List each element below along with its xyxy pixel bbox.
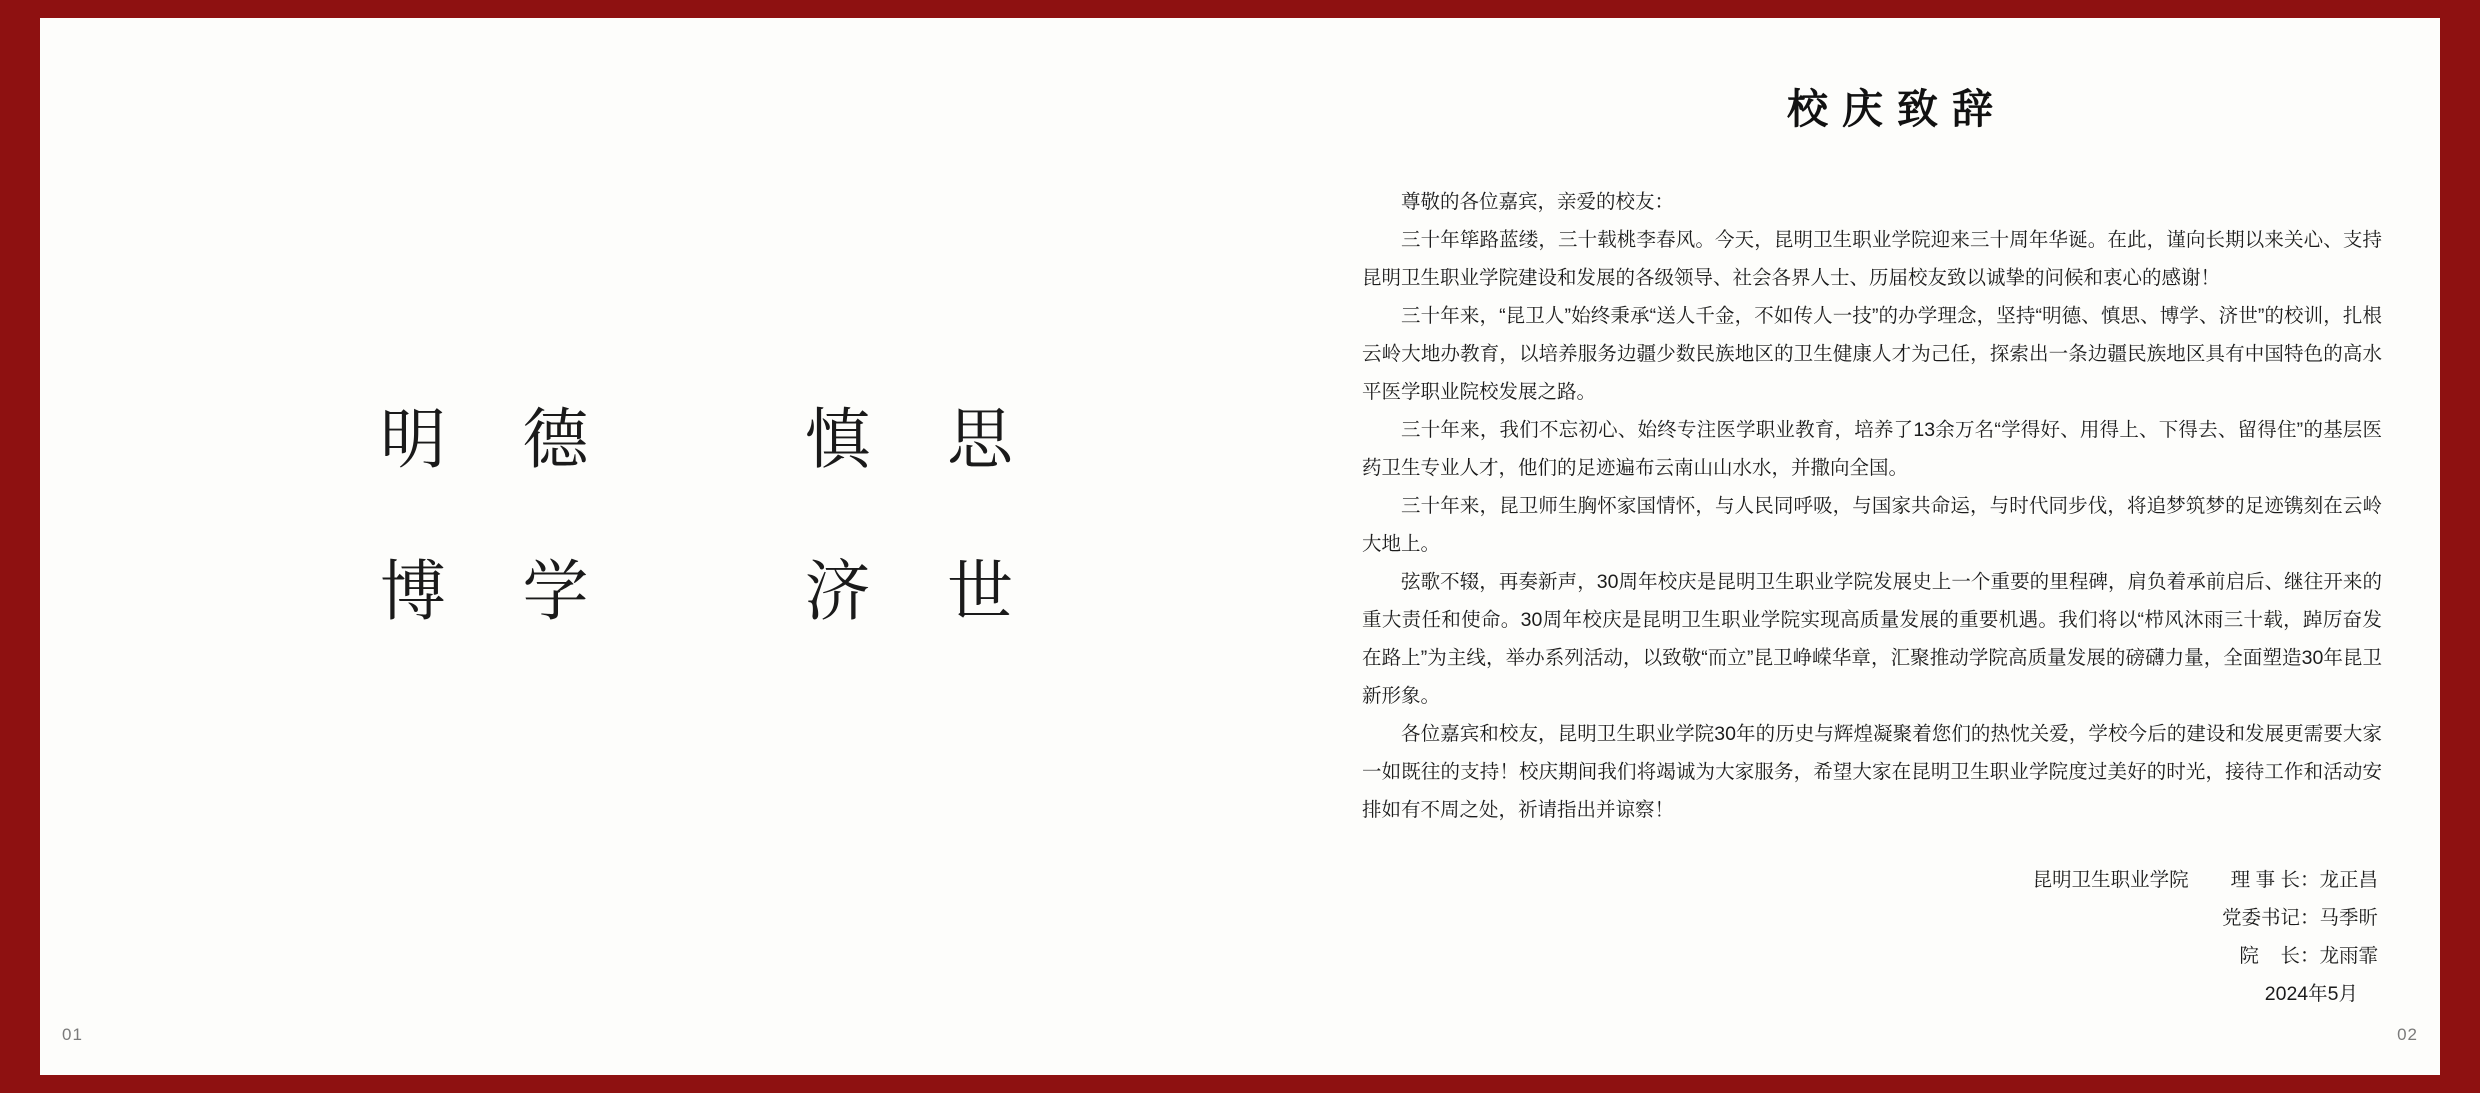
page-sheet xyxy=(40,18,2440,1075)
speech-body xyxy=(1362,183,2382,829)
speech-paragraph: 三十年来，我们不忘初心、始终专注医学职业教育，培养了13余万名“学得好、用得上、下得去、留得住”的基层医药卫生专业人才，他们的足迹遍布云南山山水水，并撒向全国。 xyxy=(1362,419,2382,479)
speech-paragraph: 各位嘉宾和校友，昆明卫生职业学院30年的历史与辉煌凝聚着您们的热忱关爱，学校今后的建设和发展更需要大家一如既往的支持！校庆期间我们将竭诚为大家服务，希望大家在昆明卫生职业学院度过美好的时光，接待工作和活动安排如有不周之处，祈请指出并谅察！ xyxy=(1362,723,2382,821)
speech-paragraph: 三十年筚路蓝缕，三十载桃李春风。今天，昆明卫生职业学院迎来三十周年华诞。在此，谨向长期以来关心、支持昆明卫生职业学院建设和发展的各级领导、社会各界人士、历届校友致以诚挚的问候和衷心的感谢！ xyxy=(1362,229,2382,289)
speech-paragraph: 尊敬的各位嘉宾，亲爱的校友： xyxy=(1401,191,1675,213)
speech-paragraph: 弦歌不辍，再奏新声，30周年校庆是昆明卫生职业学院发展史上一个重要的里程碑，肩负着承前启后、继往开来的重大责任和使命。30周年校庆是昆明卫生职业学院实现高质量发展的重要机遇。我们将以“栉风沐雨三十载，踔厉奋发在路上”为主线，举办系列活动，以致敬“而立”昆卫峥嵘华章，汇聚推动学院高质量发展的磅礴力量，全面塑造30年昆卫新形象。 xyxy=(1362,571,2382,707)
signature-block xyxy=(1958,861,2378,1013)
right-page xyxy=(1340,18,2440,1075)
left-page xyxy=(40,18,1340,1075)
signature-date: 2024年5月 xyxy=(2264,983,2358,1005)
signature-role-president: 院 长：龙雨霏 xyxy=(2239,945,2378,967)
signature-row xyxy=(1958,937,2378,975)
speech-paragraph: 三十年来，昆卫师生胸怀家国情怀，与人民同呼吸，与国家共命运，与时代同步伐，将追梦筑梦的足迹镌刻在云岭大地上。 xyxy=(1362,495,2382,555)
signature-organization: 昆明卫生职业学院 xyxy=(2032,869,2189,891)
signature-row xyxy=(1958,899,2378,937)
page-number-left: 01 xyxy=(62,1025,83,1044)
motto-line-2: 博 学 济 世 xyxy=(380,556,1043,629)
page-number-right: 02 xyxy=(2397,1025,2418,1044)
signature-role-chairman: 理 事 长：龙正昌 xyxy=(2230,869,2378,891)
signature-row xyxy=(1958,861,2378,899)
speech-paragraph: 三十年来，“昆卫人”始终秉承“送人千金，不如传人一技”的办学理念，坚持“明德、慎思、博学、济世”的校训，扎根云岭大地办教育，以培养服务边疆少数民族地区的卫生健康人才为己任，探索出一条边疆民族地区具有中国特色的高水平医学职业院校发展之路。 xyxy=(1362,305,2382,403)
motto-line-1: 明 德 慎 思 xyxy=(380,404,1043,477)
school-motto xyxy=(380,404,1043,629)
page-title: 校庆致辞 xyxy=(1787,86,2007,132)
signature-role-party-secretary: 党委书记：马季昕 xyxy=(2221,907,2378,929)
